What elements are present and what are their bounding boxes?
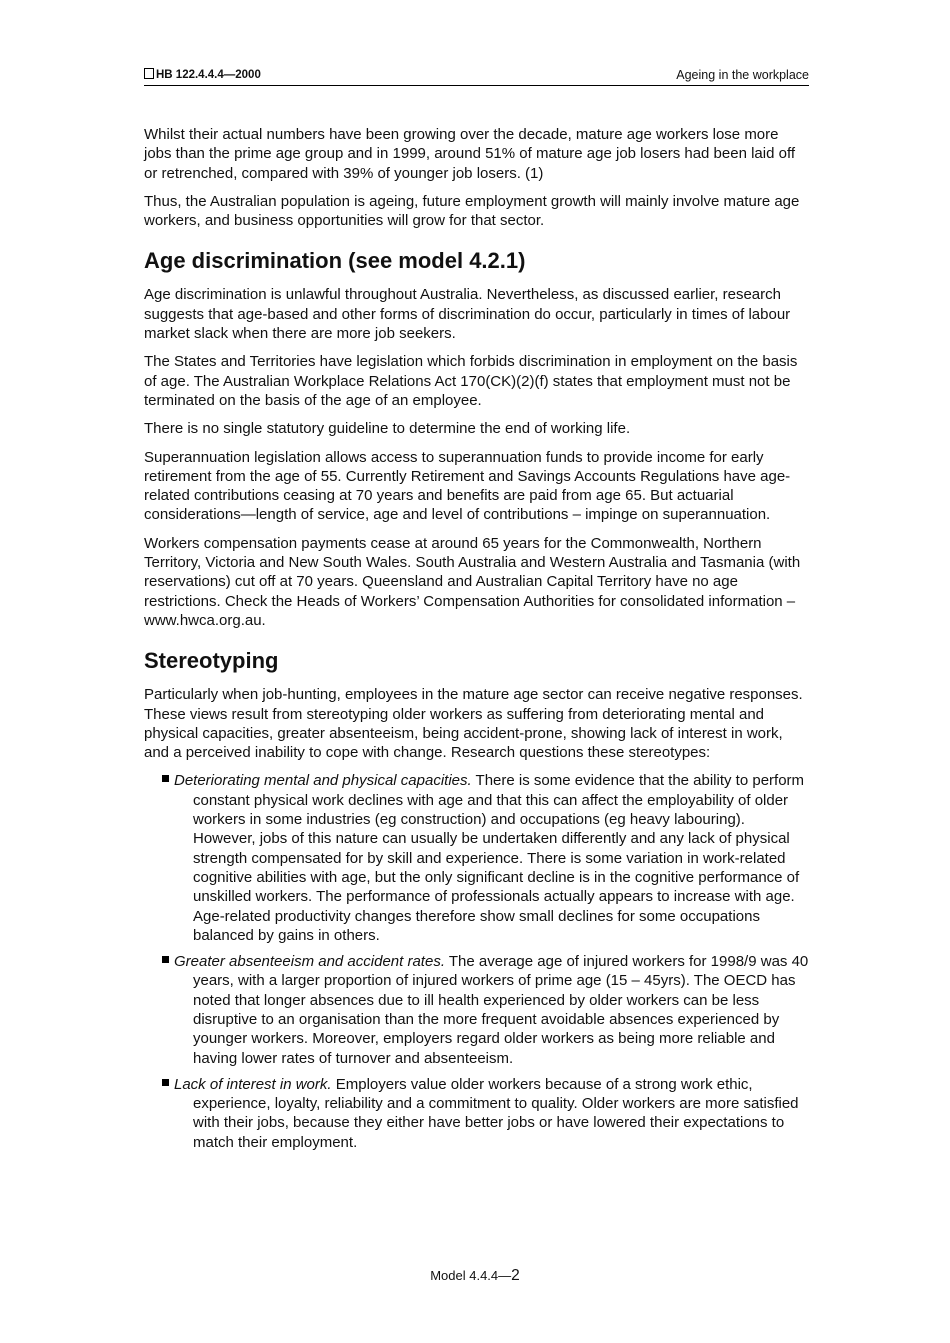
stereotyping-intro: Particularly when job-hunting, employees in the mature age sector can receive negative responses. These views result from stereotyping older workers as suffering from deteriorating mental and physical capacities, greater absenteeism, being accident-prone, showing lack of interest in work, and a perceived inability to cope with change. Research questions these stereotypes: bbox=[144, 686, 803, 762]
list-item bbox=[144, 771, 809, 945]
page-number: 2 bbox=[511, 1267, 520, 1284]
list-item bbox=[144, 952, 809, 1068]
bullet-title: Greater absenteeism and accident rates. bbox=[174, 953, 445, 971]
model-label: Model 4.4.4— bbox=[430, 1268, 512, 1283]
page-header bbox=[144, 66, 809, 86]
bullet-square-icon bbox=[162, 1079, 169, 1086]
body-paragraph: There is no single statutory guideline to determine the end of working life. bbox=[144, 420, 631, 438]
bullet-square-icon bbox=[162, 956, 169, 963]
stereotype-list bbox=[144, 771, 809, 1152]
bullet-text: There is some evidence that the ability to perform constant physical work declines with age and that this can affect the employability of older workers in some industries (eg construction) and occupations (eg heavy labouring). However, jobs of this nature can usually be undertaken differently and any lack of physical strength compensated for by skill and experience. There is some variation in work-related cognitive abilities with age, but the only significant decline is in the cognitive performance of unskilled workers. The performance of professionals actually appears to increase with age. Age-related productivity changes therefore show small declines for some occupations balanced by gains in others. bbox=[193, 772, 805, 944]
bullet-title: Deteriorating mental and physical capacities. bbox=[174, 772, 472, 790]
list-item bbox=[144, 1075, 809, 1152]
section-title: Ageing in the workplace bbox=[676, 68, 809, 82]
intro-paragraph: Thus, the Australian population is ageing, future employment growth will mainly involve mature age workers, and business opportunities will grow for that sector. bbox=[144, 192, 800, 230]
document-id-text: HB 122.4.4.4—2000 bbox=[156, 69, 261, 81]
stereotyping-heading: Stereotyping bbox=[144, 648, 279, 674]
body-paragraph: Age discrimination is unlawful throughout Australia. Nevertheless, as discussed earlier, research suggests that age-based and other forms of discrimination do occur, particularly in times of labour market slack when there are more job seekers. bbox=[144, 286, 791, 343]
bullet-text: Employers value older workers because of a strong work ethic, experience, loyalty, reliability and a commitment to quality. Older workers are more satisfied with their jobs, because they either have better jobs or have lowered their expectations to match their employment. bbox=[193, 1075, 799, 1151]
age-discrimination-heading: Age discrimination (see model 4.2.1) bbox=[144, 248, 526, 274]
bullet-text: The average age of injured workers for 1998/9 was 40 years, with a larger proportion of injured workers of prime age (15 – 45yrs). The OECD has noted that longer absences due to ill health experienced by older workers can be less disruptive to an organisation than the more frequent avoidable absences experienced by younger workers. Moreover, employers regard older workers as being more reliable and having lower rates of turnover and absenteeism. bbox=[193, 953, 809, 1067]
body-paragraph: Superannuation legislation allows access to superannuation funds to provide income for early retirement from the age of 55. Currently Retirement and Savings Accounts Regulations have age- related contributions ceasing at 70 years and benefits are paid from age 65. But actuarial considerations—length of service, age and level of contributions – impinge on superannuation. bbox=[144, 448, 791, 524]
intro-paragraph: Whilst their actual numbers have been growing over the decade, mature age workers lose more jobs than the prime age group and in 1999, around 51% of mature age job losers had been laid off or retrenched, compared with 39% of younger job losers. (1) bbox=[144, 126, 796, 182]
document-id bbox=[144, 68, 261, 81]
page-footer bbox=[0, 1267, 950, 1285]
body-paragraph: Workers compensation payments cease at around 65 years for the Commonwealth, Northern Territory, Victoria and New South Wales. South Australia and Western Australia and Tasmania (with reservations) cut off at 70 years. Queensland and Australian Capital Territory have no age restrictions. Check the Heads of Workers’ Compensation Authorities for consolidated information – www.hwca.org.au. bbox=[144, 534, 801, 629]
bullet-square-icon bbox=[162, 775, 169, 782]
bullet-title: Lack of interest in work. bbox=[174, 1075, 332, 1093]
page-body bbox=[144, 125, 809, 1159]
body-paragraph: The States and Territories have legislation which forbids discrimination in employment on the basis of age. The Australian Workplace Relations Act 170(CK)(2)(f) states that employment must not be terminated on the basis of the age of an employee. bbox=[144, 353, 798, 409]
checkbox-glyph-icon bbox=[144, 68, 154, 79]
